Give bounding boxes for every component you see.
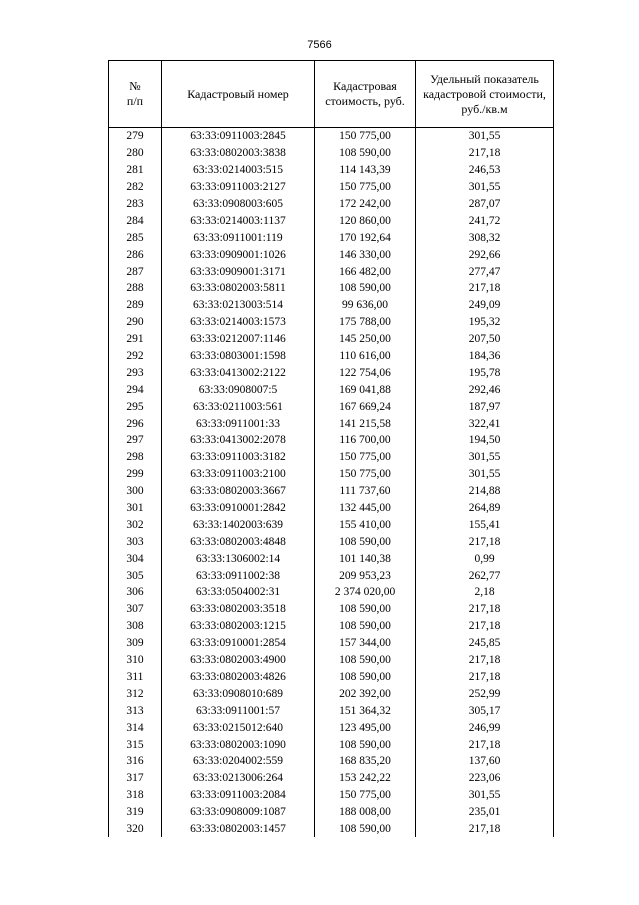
row-number-cell: 293: [109, 364, 162, 381]
specific-value-cell: 241,72: [416, 212, 554, 229]
specific-value-cell: 214,88: [416, 483, 554, 500]
cadastral-number-cell: 63:33:0911003:2127: [162, 179, 315, 196]
row-number-cell: 316: [109, 753, 162, 770]
specific-value-cell: 217,18: [416, 533, 554, 550]
row-number-cell: 312: [109, 685, 162, 702]
row-number-cell: 297: [109, 432, 162, 449]
table-row: [109, 246, 554, 263]
cadastral-value-cell: 150 775,00: [315, 787, 416, 804]
cadastral-number-cell: 63:33:0911003:3182: [162, 449, 315, 466]
row-number-cell: 305: [109, 567, 162, 584]
cadastral-number-cell: 63:33:0909001:1026: [162, 246, 315, 263]
cadastral-number-cell: 63:33:0802003:1457: [162, 821, 315, 838]
row-number-cell: 319: [109, 804, 162, 821]
cadastral-value-cell: 167 669,24: [315, 398, 416, 415]
row-number-cell: 310: [109, 652, 162, 669]
table-row: [109, 128, 554, 145]
specific-value-cell: 187,97: [416, 398, 554, 415]
specific-value-cell: 301,55: [416, 466, 554, 483]
cadastral-value-cell: 175 788,00: [315, 314, 416, 331]
cadastral-value-cell: 114 143,39: [315, 162, 416, 179]
specific-value-cell: 305,17: [416, 702, 554, 719]
cadastral-number-cell: 63:33:0214003:515: [162, 162, 315, 179]
row-number-cell: 288: [109, 280, 162, 297]
table-row: [109, 516, 554, 533]
table-row: [109, 685, 554, 702]
cadastral-value-cell: 116 700,00: [315, 432, 416, 449]
table-row: [109, 381, 554, 398]
row-number-cell: 307: [109, 601, 162, 618]
cadastral-value-cell: 108 590,00: [315, 821, 416, 838]
cadastral-number-cell: 63:33:0910001:2854: [162, 635, 315, 652]
specific-value-cell: 0,99: [416, 550, 554, 567]
table-row: [109, 550, 554, 567]
row-number-cell: 304: [109, 550, 162, 567]
table-row: [109, 753, 554, 770]
cadastral-number-cell: 63:33:0802003:3518: [162, 601, 315, 618]
table-row: [109, 348, 554, 365]
specific-value-cell: 207,50: [416, 331, 554, 348]
table-row: [109, 466, 554, 483]
cadastral-number-cell: 63:33:0911001:33: [162, 415, 315, 432]
table-row: [109, 263, 554, 280]
table-row: [109, 196, 554, 213]
table-row: [109, 297, 554, 314]
cadastral-value-cell: 108 590,00: [315, 652, 416, 669]
specific-value-cell: 217,18: [416, 280, 554, 297]
cadastral-number-cell: 63:33:0212007:1146: [162, 331, 315, 348]
cadastral-value-cell: 108 590,00: [315, 669, 416, 686]
table-row: [109, 398, 554, 415]
row-number-cell: 320: [109, 821, 162, 838]
specific-value-cell: 301,55: [416, 449, 554, 466]
cadastral-value-cell: 111 737,60: [315, 483, 416, 500]
row-number-cell: 287: [109, 263, 162, 280]
table-row: [109, 533, 554, 550]
page-number: 7566: [307, 39, 332, 51]
cadastral-value-cell: 108 590,00: [315, 533, 416, 550]
cadastral-value-cell: 108 590,00: [315, 601, 416, 618]
cadastral-value-cell: 170 192,64: [315, 229, 416, 246]
specific-value-cell: 194,50: [416, 432, 554, 449]
row-number-cell: 281: [109, 162, 162, 179]
table-header-row: [109, 61, 554, 128]
cadastral-number-cell: 63:33:0910001:2842: [162, 500, 315, 517]
specific-value-cell: 245,85: [416, 635, 554, 652]
specific-value-cell: 249,09: [416, 297, 554, 314]
cadastral-number-cell: 63:33:0911002:38: [162, 567, 315, 584]
cadastral-value-cell: 108 590,00: [315, 736, 416, 753]
cadastral-number-cell: 63:33:0802003:5811: [162, 280, 315, 297]
table-row: [109, 229, 554, 246]
table-row: [109, 584, 554, 601]
table-body: [109, 128, 554, 838]
cadastral-value-cell: 150 775,00: [315, 128, 416, 145]
specific-value-cell: 217,18: [416, 669, 554, 686]
cadastral-value-cell: 123 495,00: [315, 719, 416, 736]
cadastral-number-cell: 63:33:0215012:640: [162, 719, 315, 736]
cadastral-value-cell: 108 590,00: [315, 280, 416, 297]
specific-value-cell: 217,18: [416, 652, 554, 669]
row-number-cell: 286: [109, 246, 162, 263]
table-row: [109, 280, 554, 297]
table-row: [109, 804, 554, 821]
cadastral-value-cell: 2 374 020,00: [315, 584, 416, 601]
cadastral-number-cell: 63:33:1402003:639: [162, 516, 315, 533]
row-number-cell: 318: [109, 787, 162, 804]
table-row: [109, 449, 554, 466]
specific-value-cell: 301,55: [416, 787, 554, 804]
cadastral-number-cell: 63:33:0911001:57: [162, 702, 315, 719]
cadastral-number-cell: 63:33:0413002:2122: [162, 364, 315, 381]
table-row: [109, 415, 554, 432]
table-row: [109, 314, 554, 331]
cadastral-number-cell: 63:33:0802003:3838: [162, 145, 315, 162]
specific-value-cell: 217,18: [416, 736, 554, 753]
specific-value-cell: 252,99: [416, 685, 554, 702]
cadastral-value-cell: 209 953,23: [315, 567, 416, 584]
cadastral-value-cell: 150 775,00: [315, 466, 416, 483]
cadastral-number-cell: 63:33:0213006:264: [162, 770, 315, 787]
cadastral-number-cell: 63:33:1306002:14: [162, 550, 315, 567]
specific-value-cell: 287,07: [416, 196, 554, 213]
specific-value-cell: 301,55: [416, 128, 554, 145]
row-number-cell: 284: [109, 212, 162, 229]
row-number-cell: 308: [109, 618, 162, 635]
table-row: [109, 145, 554, 162]
cadastral-number-cell: 63:33:0908003:605: [162, 196, 315, 213]
table-row: [109, 567, 554, 584]
table-row: [109, 331, 554, 348]
cadastral-value-cell: 146 330,00: [315, 246, 416, 263]
row-number-cell: 285: [109, 229, 162, 246]
table-row: [109, 601, 554, 618]
row-number-cell: 282: [109, 179, 162, 196]
table-row: [109, 162, 554, 179]
row-number-cell: 314: [109, 719, 162, 736]
specific-value-cell: 301,55: [416, 179, 554, 196]
cadastral-value-cell: 168 835,20: [315, 753, 416, 770]
specific-value-cell: 2,18: [416, 584, 554, 601]
header-cadastral-number: Кадастровый номер: [162, 61, 315, 128]
table-row: [109, 364, 554, 381]
table-row: [109, 635, 554, 652]
row-number-cell: 280: [109, 145, 162, 162]
cadastral-value-cell: 151 364,32: [315, 702, 416, 719]
cadastral-number-cell: 63:33:0802003:4826: [162, 669, 315, 686]
specific-value-cell: 235,01: [416, 804, 554, 821]
header-specific-value: Удельный показатель кадастровой стоимости, руб./кв.м: [416, 61, 554, 128]
cadastral-number-cell: 63:33:0911003:2100: [162, 466, 315, 483]
table-row: [109, 821, 554, 838]
cadastral-number-cell: 63:33:0802003:1215: [162, 618, 315, 635]
cadastral-number-cell: 63:33:0911001:119: [162, 229, 315, 246]
row-number-cell: 303: [109, 533, 162, 550]
cadastral-value-cell: 172 242,00: [315, 196, 416, 213]
row-number-cell: 291: [109, 331, 162, 348]
cadastral-value-cell: 150 775,00: [315, 179, 416, 196]
cadastral-number-cell: 63:33:0802003:4848: [162, 533, 315, 550]
table-row: [109, 702, 554, 719]
cadastral-number-cell: 63:33:0214003:1137: [162, 212, 315, 229]
cadastral-number-cell: 63:33:0911003:2084: [162, 787, 315, 804]
specific-value-cell: 195,32: [416, 314, 554, 331]
specific-value-cell: 292,66: [416, 246, 554, 263]
row-number-cell: 309: [109, 635, 162, 652]
cadastral-number-cell: 63:33:0211003:561: [162, 398, 315, 415]
cadastral-number-cell: 63:33:0214003:1573: [162, 314, 315, 331]
specific-value-cell: 217,18: [416, 821, 554, 838]
cadastral-value-cell: 155 410,00: [315, 516, 416, 533]
row-number-cell: 300: [109, 483, 162, 500]
cadastral-value-cell: 157 344,00: [315, 635, 416, 652]
row-number-cell: 292: [109, 348, 162, 365]
specific-value-cell: 277,47: [416, 263, 554, 280]
specific-value-cell: 246,53: [416, 162, 554, 179]
specific-value-cell: 223,06: [416, 770, 554, 787]
row-number-cell: 317: [109, 770, 162, 787]
specific-value-cell: 264,89: [416, 500, 554, 517]
table-row: [109, 770, 554, 787]
cadastral-number-cell: 63:33:0911003:2845: [162, 128, 315, 145]
row-number-cell: 290: [109, 314, 162, 331]
row-number-cell: 289: [109, 297, 162, 314]
specific-value-cell: 217,18: [416, 618, 554, 635]
cadastral-value-cell: 141 215,58: [315, 415, 416, 432]
cadastral-number-cell: 63:33:0908010:689: [162, 685, 315, 702]
cadastral-value-cell: 122 754,06: [315, 364, 416, 381]
cadastral-number-cell: 63:33:0204002:559: [162, 753, 315, 770]
table-row: [109, 483, 554, 500]
cadastral-value-cell: 108 590,00: [315, 145, 416, 162]
row-number-cell: 311: [109, 669, 162, 686]
table-row: [109, 432, 554, 449]
specific-value-cell: 322,41: [416, 415, 554, 432]
cadastral-number-cell: 63:33:0802003:1090: [162, 736, 315, 753]
row-number-cell: 302: [109, 516, 162, 533]
specific-value-cell: 262,77: [416, 567, 554, 584]
cadastral-value-cell: 99 636,00: [315, 297, 416, 314]
row-number-cell: 306: [109, 584, 162, 601]
cadastral-value-cell: 166 482,00: [315, 263, 416, 280]
specific-value-cell: 217,18: [416, 145, 554, 162]
cadastral-number-cell: 63:33:0802003:3667: [162, 483, 315, 500]
cadastral-value-cell: 132 445,00: [315, 500, 416, 517]
row-number-cell: 313: [109, 702, 162, 719]
table-row: [109, 500, 554, 517]
table-row: [109, 652, 554, 669]
row-number-cell: 315: [109, 736, 162, 753]
row-number-cell: 283: [109, 196, 162, 213]
cadastral-number-cell: 63:33:0908009:1087: [162, 804, 315, 821]
specific-value-cell: 292,46: [416, 381, 554, 398]
table-row: [109, 719, 554, 736]
specific-value-cell: 137,60: [416, 753, 554, 770]
specific-value-cell: 246,99: [416, 719, 554, 736]
cadastral-number-cell: 63:33:0908007:5: [162, 381, 315, 398]
row-number-cell: 279: [109, 128, 162, 145]
cadastral-value-cell: 188 008,00: [315, 804, 416, 821]
cadastral-value-cell: 153 242,22: [315, 770, 416, 787]
row-number-cell: 296: [109, 415, 162, 432]
specific-value-cell: 184,36: [416, 348, 554, 365]
row-number-cell: 294: [109, 381, 162, 398]
cadastral-value-cell: 108 590,00: [315, 618, 416, 635]
table-row: [109, 179, 554, 196]
cadastral-value-cell: 169 041,88: [315, 381, 416, 398]
specific-value-cell: 308,32: [416, 229, 554, 246]
cadastral-value-cell: 202 392,00: [315, 685, 416, 702]
cadastral-number-cell: 63:33:0803001:1598: [162, 348, 315, 365]
table-row: [109, 736, 554, 753]
cadastral-number-cell: 63:33:0802003:4900: [162, 652, 315, 669]
row-number-cell: 299: [109, 466, 162, 483]
cadastral-value-cell: 120 860,00: [315, 212, 416, 229]
header-row-number: № п/п: [109, 61, 162, 128]
table-row: [109, 212, 554, 229]
cadastral-value-cell: 101 140,38: [315, 550, 416, 567]
row-number-cell: 298: [109, 449, 162, 466]
cadastral-value-table: [108, 60, 554, 837]
cadastral-value-cell: 150 775,00: [315, 449, 416, 466]
specific-value-cell: 217,18: [416, 601, 554, 618]
header-cadastral-value: Кадастровая стоимость, руб.: [315, 61, 416, 128]
cadastral-number-cell: 63:33:0213003:514: [162, 297, 315, 314]
table-row: [109, 669, 554, 686]
cadastral-value-cell: 145 250,00: [315, 331, 416, 348]
cadastral-number-cell: 63:33:0413002:2078: [162, 432, 315, 449]
row-number-cell: 301: [109, 500, 162, 517]
table-row: [109, 787, 554, 804]
specific-value-cell: 195,78: [416, 364, 554, 381]
specific-value-cell: 155,41: [416, 516, 554, 533]
cadastral-value-cell: 110 616,00: [315, 348, 416, 365]
cadastral-number-cell: 63:33:0909001:3171: [162, 263, 315, 280]
cadastral-number-cell: 63:33:0504002:31: [162, 584, 315, 601]
table-row: [109, 618, 554, 635]
row-number-cell: 295: [109, 398, 162, 415]
